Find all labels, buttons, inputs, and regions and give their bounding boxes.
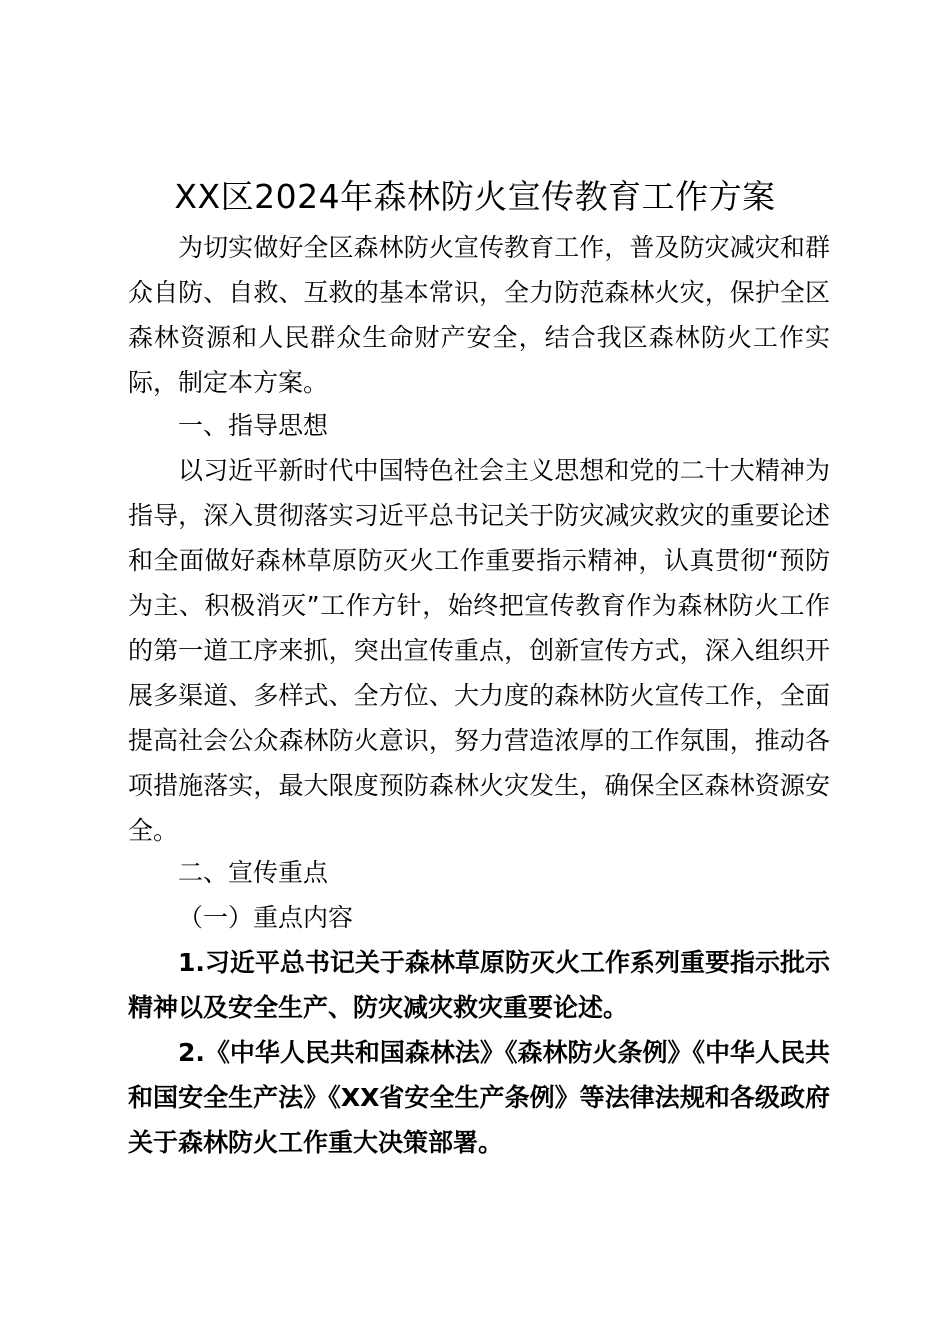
section-heading-publicity-focus: 二、宣传重点 [178, 858, 329, 887]
guiding-ideology-paragraph: 以习近平新时代中国特色社会主义思想和党的二十大精神为指导，深入贯彻落实习近平总书记关于防灾减灾救灾的重要论述和全面做好森林草原防灭火工作重要指示精神，认真贯彻“预防为主、积极消灭”工作方针，始终把宣传教育作为森林防火工作的第一道工序来抓，突出宣传重点，创新宣传方式，深入组织开展多渠道、多样式、全方位、大力度的森林防火宣传工作，全面提高社会公众森林防火意识，努力营造浓厚的工作氛围，推动各项措施落实，最大限度预防森林火灾发生，确保全区森林资源安全。 [128, 456, 830, 845]
key-content-item-2: 2.《中华人民共和国森林法》《森林防火条例》《中华人民共和国安全生产法》《XX省安全生产条例》等法律法规和各级政府关于森林防火工作重大决策部署。 [128, 1038, 830, 1157]
key-content-item-1: 1.习近平总书记关于森林草原防灭火工作系列重要指示批示精神以及安全生产、防灾减灾救灾重要论述。 [128, 948, 830, 1022]
intro-paragraph: 为切实做好全区森林防火宣传教育工作，普及防灾减灾和群众自防、自救、互救的基本常识，全力防范森林火灾，保护全区森林资源和人民群众生命财产安全，结合我区森林防火工作实际，制定本方案。 [128, 233, 830, 397]
document-title: XX区2024年森林防火宣传教育工作方案 [174, 177, 776, 216]
subsection-heading-key-content: （一）重点内容 [178, 903, 354, 932]
section-heading-guiding-ideology: 一、指导思想 [178, 411, 329, 440]
